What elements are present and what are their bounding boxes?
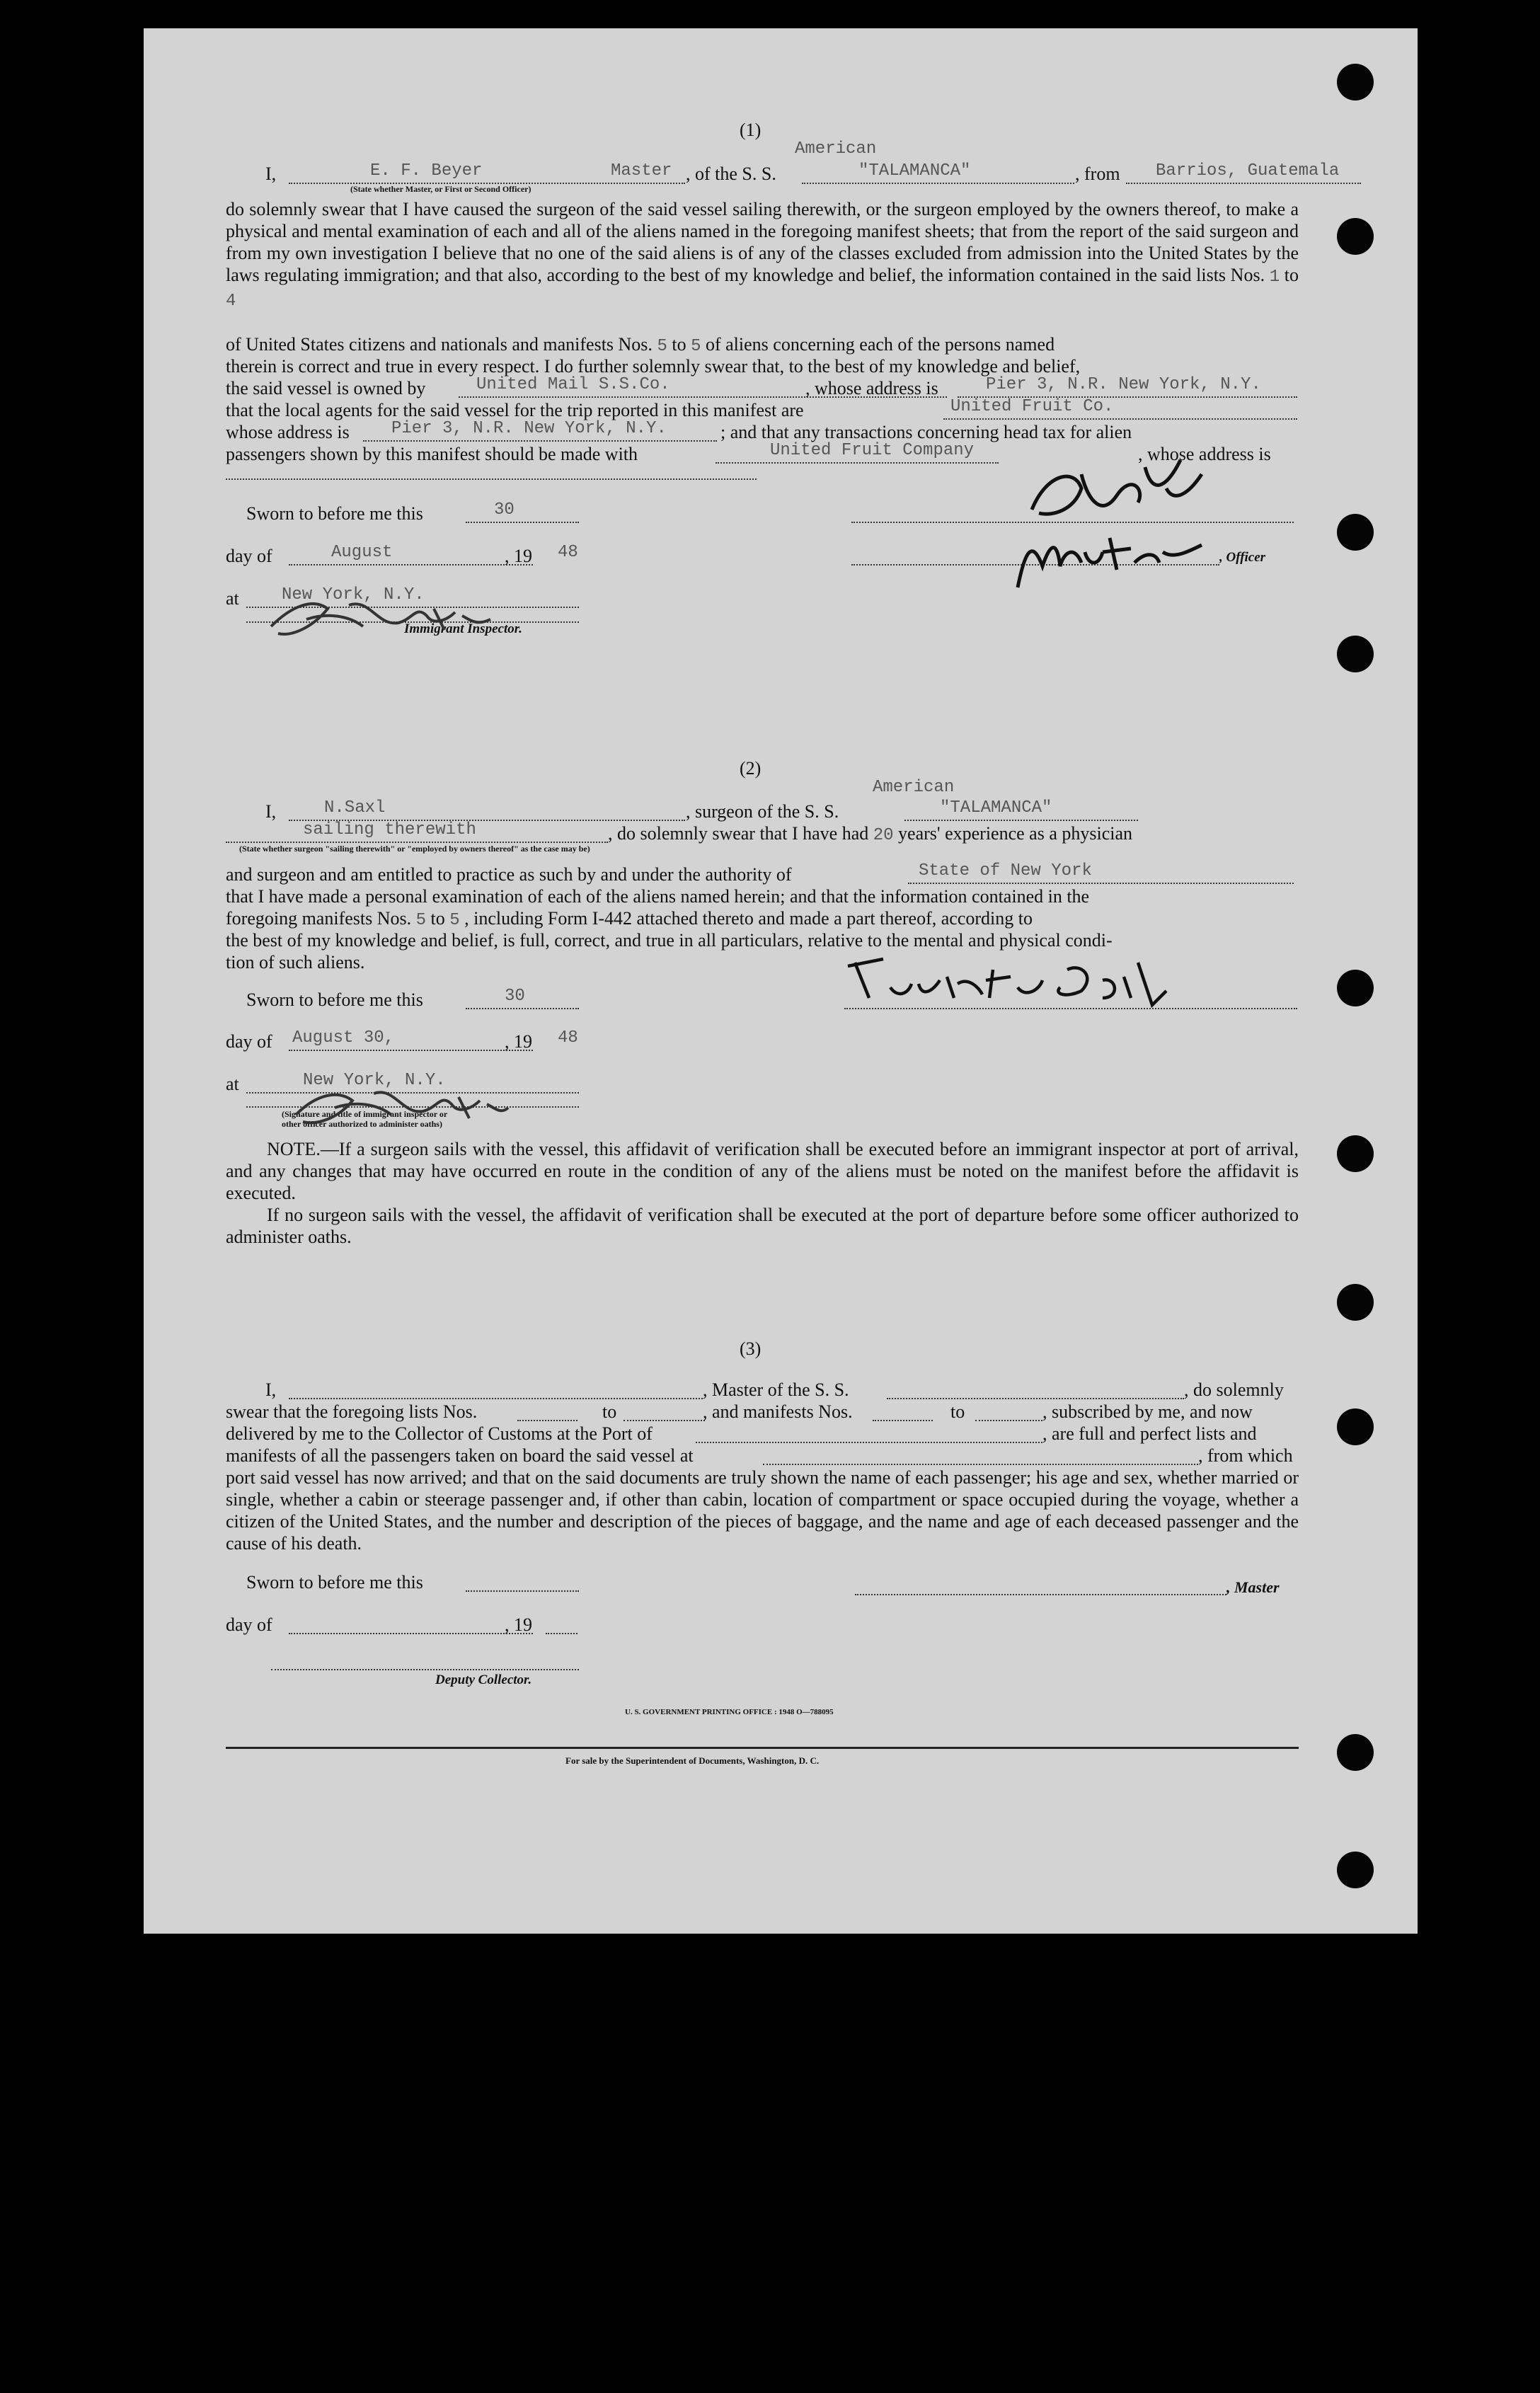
- label: , Master of the S. S.: [703, 1379, 849, 1400]
- label: day of: [226, 1614, 272, 1635]
- label: , surgeon of the S. S.: [686, 801, 839, 822]
- label: that the local agents for the said vessel for the trip reported in this manifest are: [226, 400, 804, 420]
- for-sale-note: For sale by the Superintendent of Documents, Washington, D. C.: [565, 1755, 820, 1766]
- label: at: [226, 588, 239, 609]
- master-label: , Master: [1226, 1578, 1280, 1596]
- punch-hole: [1337, 1284, 1374, 1321]
- lists-to: 4: [226, 292, 236, 311]
- master-signature: [1004, 446, 1209, 630]
- sworn-year: 48: [558, 1028, 578, 1048]
- line: tion of such aliens.: [226, 952, 365, 972]
- sworn-year: 48: [558, 543, 578, 562]
- section-number: (3): [740, 1338, 762, 1359]
- section-number: (2): [740, 758, 762, 779]
- label: I,: [265, 163, 277, 184]
- sworn-place: New York, N.Y.: [303, 1071, 446, 1090]
- label: , 19: [505, 1031, 532, 1052]
- caption: other officer authorized to administer oaths): [282, 1119, 442, 1129]
- line: ; and that any transactions concerning head tax for alien: [720, 422, 1132, 442]
- line: of United States citizens and nationals and manifests Nos. 5 to 5 of aliens concerning each of the persons named: [226, 334, 1055, 356]
- licensing-authority: State of New York: [919, 861, 1092, 880]
- label: Sworn to before me this: [246, 503, 423, 524]
- label: passengers shown by this manifest should be made with: [226, 444, 638, 464]
- local-agents: United Fruit Co.: [950, 397, 1114, 416]
- label: Sworn to before me this: [246, 1572, 423, 1593]
- line: foregoing manifests Nos. 5 to 5 , including Form I-442 attached thereto and made a part thereof, according to: [226, 908, 1033, 930]
- nationality: American: [873, 778, 955, 797]
- inspector-signature: [285, 1069, 512, 1136]
- label: , and manifests Nos.: [703, 1401, 853, 1422]
- note-label: NOTE.: [267, 1139, 321, 1159]
- label: , from: [1075, 163, 1120, 184]
- label: , are full and perfect lists and: [1042, 1423, 1257, 1444]
- years-experience: 20: [873, 826, 894, 845]
- label: , 19: [505, 546, 532, 566]
- sworn-date: August 30,: [292, 1028, 395, 1048]
- line: the best of my knowledge and belief, is full, correct, and true in all particulars, relative to the mental and physical condi-: [226, 930, 1113, 951]
- departure-port: Barrios, Guatemala: [1156, 161, 1340, 180]
- punch-hole: [1337, 1852, 1374, 1888]
- line: therein is correct and true in every respect. I do further solemnly swear that, to the best of my knowledge and belief,: [226, 356, 1081, 377]
- label: I,: [265, 801, 277, 822]
- punch-hole: [1337, 64, 1374, 101]
- surgeon-signature: [841, 948, 1195, 1012]
- note-paragraph-2: If no surgeon sails with the vessel, the affidavit of verification shall be executed at the port of departure before some officer authorized to administer oaths.: [226, 1205, 1299, 1247]
- agents-address: Pier 3, N.R. New York, N.Y.: [391, 419, 667, 438]
- label: Sworn to before me this: [246, 989, 423, 1010]
- master-rank: Master: [611, 161, 672, 180]
- sworn-month: August: [331, 543, 393, 562]
- printing-office: U. S. GOVERNMENT PRINTING OFFICE : 1948 O—788095: [625, 1708, 834, 1716]
- sworn-place: New York, N.Y.: [282, 585, 425, 604]
- nationality: American: [795, 139, 877, 159]
- label: , do solemnly: [1184, 1379, 1284, 1400]
- line: , do solemnly swear that I have had 20 years' experience as a physician: [608, 823, 1133, 845]
- document-page: [144, 28, 1418, 1934]
- lists-from: 1: [1269, 268, 1280, 287]
- sworn-day: 30: [505, 987, 525, 1006]
- label: day of: [226, 546, 272, 566]
- punch-hole: [1337, 1734, 1374, 1771]
- label: , subscribed by me, and now: [1042, 1401, 1253, 1422]
- vessel-owner: United Mail S.S.Co.: [476, 375, 670, 394]
- punch-hole: [1337, 218, 1374, 255]
- label: , 19: [505, 1614, 532, 1635]
- caption: Immigrant Inspector.: [404, 621, 522, 636]
- section-number: (1): [740, 120, 762, 140]
- punch-hole: [1337, 1135, 1374, 1172]
- owner-address: Pier 3, N.R. New York, N.Y.: [986, 375, 1261, 394]
- note-paragraph: NOTE.—If a surgeon sails with the vessel, this affidavit of verification shall be executed before an immigrant inspector at port of arrival, and any changes that may have occurred en route in the condition of any of the aliens must be noted on the manifest before the affidavit is executed.: [226, 1139, 1299, 1203]
- sworn-day: 30: [494, 500, 515, 520]
- label: whose address is: [226, 422, 350, 442]
- master-name: E. F. Beyer: [370, 161, 483, 180]
- caption: (Signature and title of immigrant inspector or: [282, 1109, 448, 1119]
- caption: Deputy Collector.: [435, 1672, 532, 1687]
- label: at: [226, 1074, 239, 1094]
- label: to: [950, 1401, 965, 1422]
- label: day of: [226, 1031, 272, 1052]
- caption: (State whether Master, or First or Second Officer): [350, 184, 531, 194]
- vessel-name: "TALAMANCA": [858, 161, 971, 180]
- vessel-name: "TALAMANCA": [940, 798, 1052, 817]
- oath-paragraph: port said vessel has now arrived; and that on the said documents are truly shown the name of each passenger; his age and sex, whether married or single, whether a cabin or steerage passenger and, if other than cabin, location of compartment or space occupied during the voyage, whether a citizen of the United States, and the number and description of the pieces of baggage, and the name and age of each deceased passenger and the cause of his death.: [226, 1467, 1299, 1554]
- punch-hole: [1337, 1408, 1374, 1445]
- label: the said vessel is owned by: [226, 378, 426, 398]
- label: manifests of all the passengers taken on board the said vessel at: [226, 1445, 694, 1466]
- punch-hole: [1337, 636, 1374, 672]
- sailing-status: sailing therewith: [303, 820, 476, 839]
- label: , from which: [1198, 1445, 1293, 1466]
- line: that I have made a personal examination of each of the aliens named herein; and that the information contained in the: [226, 886, 1090, 907]
- label: to: [602, 1401, 617, 1422]
- caption: (State whether surgeon "sailing therewith" or "employed by owners thereof" as the case may be): [239, 844, 590, 854]
- punch-hole: [1337, 514, 1374, 551]
- label: I,: [265, 1379, 277, 1400]
- surgeon-name: N.Saxl: [324, 798, 386, 817]
- inspector-signature: [264, 577, 498, 655]
- label: , of the S. S.: [686, 163, 776, 184]
- label: , whose address is: [805, 378, 938, 398]
- punch-hole: [1337, 970, 1374, 1006]
- oath-paragraph: do solemnly swear that I have caused the surgeon of the said vessel sailing therewith, or the surgeon employed by the owners thereof, to make a physical and mental examination of each and all of the aliens named in the foregoing manifest sheets; that from the report of the said surgeon and from my own investigation I believe that no one of the said aliens is of any of the classes excluded from admission into the United States by the laws regulating immigration; and that also, according to the best of my knowledge and belief, the information contained in the said lists Nos. 1 to 4: [226, 199, 1299, 311]
- label: delivered by me to the Collector of Customs at the Port of: [226, 1423, 653, 1444]
- label: , whose address is: [1138, 444, 1271, 464]
- officer-label: , Officer: [1219, 550, 1266, 565]
- label: and surgeon and am entitled to practice as such by and under the authority of: [226, 864, 792, 885]
- transactions-agent: United Fruit Company: [770, 441, 975, 460]
- label: swear that the foregoing lists Nos.: [226, 1401, 478, 1422]
